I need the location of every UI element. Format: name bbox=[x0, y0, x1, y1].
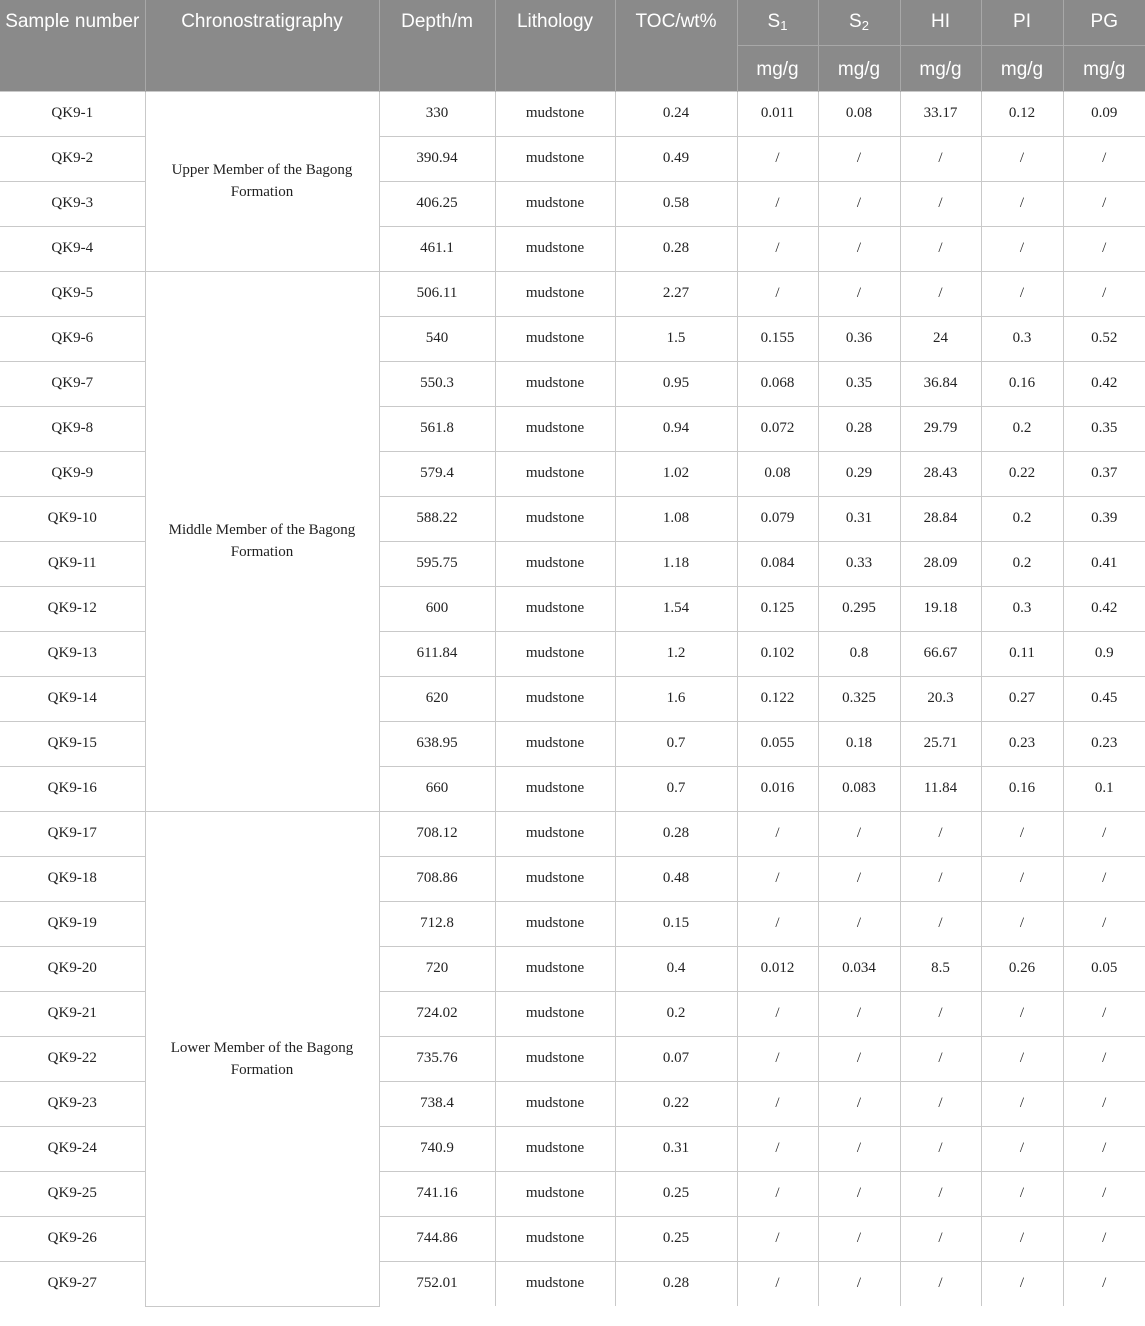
s2-cell: / bbox=[818, 1126, 900, 1171]
unit-header-pi: mg/g bbox=[981, 45, 1063, 91]
chronostratigraphy-cell: Middle Member of the Bagong Formation bbox=[145, 271, 379, 811]
unit-header-s1: mg/g bbox=[737, 45, 818, 91]
lithology-cell: mudstone bbox=[495, 181, 615, 226]
s2-cell: 0.35 bbox=[818, 361, 900, 406]
toc-cell: 0.31 bbox=[615, 1126, 737, 1171]
s1-cell: 0.055 bbox=[737, 721, 818, 766]
pi-cell: 0.3 bbox=[981, 586, 1063, 631]
depth-cell: 390.94 bbox=[379, 136, 495, 181]
hi-cell: 24 bbox=[900, 316, 981, 361]
lithology-cell: mudstone bbox=[495, 946, 615, 991]
s2-cell: 0.33 bbox=[818, 541, 900, 586]
s2-cell: 0.034 bbox=[818, 946, 900, 991]
s1-cell: / bbox=[737, 1126, 818, 1171]
depth-cell: 600 bbox=[379, 586, 495, 631]
unit-header-pg: mg/g bbox=[1063, 45, 1145, 91]
hi-cell: / bbox=[900, 226, 981, 271]
table-row bbox=[0, 811, 1145, 856]
sample-number-cell: QK9-1 bbox=[0, 91, 145, 136]
chronostratigraphy-cell: Lower Member of the Bagong Formation bbox=[145, 811, 379, 1306]
s2-cell: / bbox=[818, 1036, 900, 1081]
pi-cell: 0.11 bbox=[981, 631, 1063, 676]
s2-cell: 0.295 bbox=[818, 586, 900, 631]
toc-cell: 0.2 bbox=[615, 991, 737, 1036]
toc-cell: 0.25 bbox=[615, 1216, 737, 1261]
sample-number-cell: QK9-14 bbox=[0, 676, 145, 721]
depth-cell: 406.25 bbox=[379, 181, 495, 226]
depth-cell: 708.12 bbox=[379, 811, 495, 856]
depth-cell: 611.84 bbox=[379, 631, 495, 676]
s2-cell: 0.31 bbox=[818, 496, 900, 541]
s1-cell: 0.122 bbox=[737, 676, 818, 721]
lithology-cell: mudstone bbox=[495, 901, 615, 946]
pi-cell: / bbox=[981, 226, 1063, 271]
depth-cell: 724.02 bbox=[379, 991, 495, 1036]
hi-cell: / bbox=[900, 1261, 981, 1306]
toc-cell: 0.22 bbox=[615, 1081, 737, 1126]
toc-cell: 0.28 bbox=[615, 811, 737, 856]
s1-cell: / bbox=[737, 1171, 818, 1216]
sample-number-cell: QK9-17 bbox=[0, 811, 145, 856]
s2-cell: / bbox=[818, 901, 900, 946]
hi-cell: 28.84 bbox=[900, 496, 981, 541]
s1-label: S bbox=[767, 11, 781, 32]
hi-cell: / bbox=[900, 1216, 981, 1261]
lithology-cell: mudstone bbox=[495, 1171, 615, 1216]
pg-cell: / bbox=[1063, 271, 1145, 316]
col-header-lithology: Lithology bbox=[495, 0, 615, 91]
s2-cell: 0.29 bbox=[818, 451, 900, 496]
depth-cell: 595.75 bbox=[379, 541, 495, 586]
sample-number-cell: QK9-18 bbox=[0, 856, 145, 901]
sample-number-cell: QK9-7 bbox=[0, 361, 145, 406]
sample-number-cell: QK9-22 bbox=[0, 1036, 145, 1081]
s2-cell: 0.8 bbox=[818, 631, 900, 676]
s2-cell: 0.083 bbox=[818, 766, 900, 811]
pg-cell: 0.05 bbox=[1063, 946, 1145, 991]
sample-number-cell: QK9-15 bbox=[0, 721, 145, 766]
depth-cell: 506.11 bbox=[379, 271, 495, 316]
col-header-toc: TOC/wt% bbox=[615, 0, 737, 91]
sample-number-cell: QK9-25 bbox=[0, 1171, 145, 1216]
pg-cell: / bbox=[1063, 136, 1145, 181]
toc-cell: 0.4 bbox=[615, 946, 737, 991]
s2-cell: / bbox=[818, 1216, 900, 1261]
sample-number-cell: QK9-4 bbox=[0, 226, 145, 271]
pi-cell: 0.3 bbox=[981, 316, 1063, 361]
s2-cell: 0.36 bbox=[818, 316, 900, 361]
col-header-s2 bbox=[818, 0, 900, 45]
hi-cell: / bbox=[900, 1036, 981, 1081]
s2-cell: / bbox=[818, 991, 900, 1036]
depth-cell: 752.01 bbox=[379, 1261, 495, 1306]
pi-cell: / bbox=[981, 901, 1063, 946]
pi-cell: / bbox=[981, 181, 1063, 226]
pg-cell: 0.9 bbox=[1063, 631, 1145, 676]
lithology-cell: mudstone bbox=[495, 361, 615, 406]
sample-number-cell: QK9-26 bbox=[0, 1216, 145, 1261]
pi-cell: 0.23 bbox=[981, 721, 1063, 766]
hi-cell: / bbox=[900, 991, 981, 1036]
sample-number-cell: QK9-23 bbox=[0, 1081, 145, 1126]
depth-cell: 579.4 bbox=[379, 451, 495, 496]
lithology-cell: mudstone bbox=[495, 451, 615, 496]
sample-number-cell: QK9-24 bbox=[0, 1126, 145, 1171]
s1-cell: / bbox=[737, 181, 818, 226]
pg-cell: 0.23 bbox=[1063, 721, 1145, 766]
depth-cell: 740.9 bbox=[379, 1126, 495, 1171]
pi-cell: 0.2 bbox=[981, 406, 1063, 451]
pg-cell: 0.35 bbox=[1063, 406, 1145, 451]
depth-cell: 744.86 bbox=[379, 1216, 495, 1261]
pi-cell: / bbox=[981, 856, 1063, 901]
pg-cell: / bbox=[1063, 1261, 1145, 1306]
lithology-cell: mudstone bbox=[495, 91, 615, 136]
s1-cell: 0.068 bbox=[737, 361, 818, 406]
lithology-cell: mudstone bbox=[495, 541, 615, 586]
hi-cell: / bbox=[900, 811, 981, 856]
pg-cell: 0.41 bbox=[1063, 541, 1145, 586]
lithology-cell: mudstone bbox=[495, 271, 615, 316]
lithology-cell: mudstone bbox=[495, 1261, 615, 1306]
pi-cell: / bbox=[981, 136, 1063, 181]
sample-number-cell: QK9-5 bbox=[0, 271, 145, 316]
toc-cell: 0.07 bbox=[615, 1036, 737, 1081]
table-row bbox=[0, 271, 1145, 316]
hi-cell: / bbox=[900, 1081, 981, 1126]
pi-cell: / bbox=[981, 1261, 1063, 1306]
hi-cell: 11.84 bbox=[900, 766, 981, 811]
hi-cell: / bbox=[900, 271, 981, 316]
pg-cell: / bbox=[1063, 226, 1145, 271]
lithology-cell: mudstone bbox=[495, 406, 615, 451]
table-header bbox=[0, 0, 1145, 91]
s1-cell: / bbox=[737, 136, 818, 181]
toc-cell: 0.94 bbox=[615, 406, 737, 451]
sample-number-cell: QK9-13 bbox=[0, 631, 145, 676]
lithology-cell: mudstone bbox=[495, 766, 615, 811]
toc-cell: 1.2 bbox=[615, 631, 737, 676]
lithology-cell: mudstone bbox=[495, 991, 615, 1036]
lithology-cell: mudstone bbox=[495, 811, 615, 856]
s2-cell: / bbox=[818, 1081, 900, 1126]
hi-cell: / bbox=[900, 901, 981, 946]
pg-cell: / bbox=[1063, 811, 1145, 856]
depth-cell: 741.16 bbox=[379, 1171, 495, 1216]
depth-cell: 588.22 bbox=[379, 496, 495, 541]
s2-cell: 0.325 bbox=[818, 676, 900, 721]
pi-cell: / bbox=[981, 271, 1063, 316]
pi-cell: 0.2 bbox=[981, 496, 1063, 541]
pg-cell: / bbox=[1063, 1171, 1145, 1216]
pg-cell: 0.37 bbox=[1063, 451, 1145, 496]
pg-cell: / bbox=[1063, 1126, 1145, 1171]
sample-number-cell: QK9-11 bbox=[0, 541, 145, 586]
s1-cell: 0.012 bbox=[737, 946, 818, 991]
header-row-names bbox=[0, 0, 1145, 45]
pi-cell: / bbox=[981, 1126, 1063, 1171]
pi-cell: / bbox=[981, 1216, 1063, 1261]
s1-cell: / bbox=[737, 271, 818, 316]
depth-cell: 708.86 bbox=[379, 856, 495, 901]
pg-cell: / bbox=[1063, 1216, 1145, 1261]
pg-cell: / bbox=[1063, 901, 1145, 946]
hi-cell: 28.09 bbox=[900, 541, 981, 586]
pg-cell: 0.45 bbox=[1063, 676, 1145, 721]
s1-cell: / bbox=[737, 1216, 818, 1261]
lithology-cell: mudstone bbox=[495, 1216, 615, 1261]
depth-cell: 330 bbox=[379, 91, 495, 136]
pi-cell: / bbox=[981, 1036, 1063, 1081]
s2-cell: / bbox=[818, 856, 900, 901]
pi-cell: 0.26 bbox=[981, 946, 1063, 991]
pi-cell: 0.2 bbox=[981, 541, 1063, 586]
pg-cell: / bbox=[1063, 1081, 1145, 1126]
col-header-hi: HI bbox=[900, 0, 981, 45]
pg-cell: 0.42 bbox=[1063, 361, 1145, 406]
pg-cell: 0.39 bbox=[1063, 496, 1145, 541]
s2-cell: 0.08 bbox=[818, 91, 900, 136]
col-header-s1 bbox=[737, 0, 818, 45]
s2-cell: 0.28 bbox=[818, 406, 900, 451]
unit-header-hi: mg/g bbox=[900, 45, 981, 91]
s2-cell: / bbox=[818, 271, 900, 316]
hi-cell: / bbox=[900, 1126, 981, 1171]
pg-cell: 0.52 bbox=[1063, 316, 1145, 361]
sample-number-cell: QK9-2 bbox=[0, 136, 145, 181]
toc-cell: 0.28 bbox=[615, 1261, 737, 1306]
lithology-cell: mudstone bbox=[495, 676, 615, 721]
depth-cell: 738.4 bbox=[379, 1081, 495, 1126]
pi-cell: 0.16 bbox=[981, 766, 1063, 811]
col-header-chronostratigraphy: Chronostratigraphy bbox=[145, 0, 379, 91]
toc-cell: 1.54 bbox=[615, 586, 737, 631]
pi-cell: 0.22 bbox=[981, 451, 1063, 496]
hi-cell: 19.18 bbox=[900, 586, 981, 631]
sample-number-cell: QK9-3 bbox=[0, 181, 145, 226]
toc-cell: 2.27 bbox=[615, 271, 737, 316]
depth-cell: 660 bbox=[379, 766, 495, 811]
depth-cell: 735.76 bbox=[379, 1036, 495, 1081]
sample-number-cell: QK9-27 bbox=[0, 1261, 145, 1306]
hi-cell: / bbox=[900, 1171, 981, 1216]
depth-cell: 712.8 bbox=[379, 901, 495, 946]
s2-subscript: 2 bbox=[861, 18, 869, 33]
col-header-pg: PG bbox=[1063, 0, 1145, 45]
s1-cell: 0.011 bbox=[737, 91, 818, 136]
s1-subscript: 1 bbox=[780, 18, 788, 33]
pg-cell: 0.09 bbox=[1063, 91, 1145, 136]
lithology-cell: mudstone bbox=[495, 1036, 615, 1081]
s1-cell: / bbox=[737, 1036, 818, 1081]
sample-number-cell: QK9-9 bbox=[0, 451, 145, 496]
toc-cell: 1.5 bbox=[615, 316, 737, 361]
toc-cell: 0.28 bbox=[615, 226, 737, 271]
lithology-cell: mudstone bbox=[495, 721, 615, 766]
s2-cell: / bbox=[818, 1261, 900, 1306]
sample-number-cell: QK9-6 bbox=[0, 316, 145, 361]
s2-cell: / bbox=[818, 136, 900, 181]
s1-cell: 0.155 bbox=[737, 316, 818, 361]
pi-cell: / bbox=[981, 991, 1063, 1036]
pg-cell: 0.42 bbox=[1063, 586, 1145, 631]
col-header-sample-number: Sample number bbox=[0, 0, 145, 91]
depth-cell: 720 bbox=[379, 946, 495, 991]
sample-number-cell: QK9-12 bbox=[0, 586, 145, 631]
s1-cell: / bbox=[737, 901, 818, 946]
s1-cell: / bbox=[737, 856, 818, 901]
s2-cell: / bbox=[818, 811, 900, 856]
pi-cell: / bbox=[981, 1171, 1063, 1216]
hi-cell: 28.43 bbox=[900, 451, 981, 496]
hi-cell: 33.17 bbox=[900, 91, 981, 136]
lithology-cell: mudstone bbox=[495, 1126, 615, 1171]
toc-cell: 1.6 bbox=[615, 676, 737, 721]
toc-cell: 1.02 bbox=[615, 451, 737, 496]
hi-cell: 8.5 bbox=[900, 946, 981, 991]
pi-cell: 0.12 bbox=[981, 91, 1063, 136]
lithology-cell: mudstone bbox=[495, 586, 615, 631]
s2-label: S bbox=[849, 11, 862, 32]
pi-cell: 0.16 bbox=[981, 361, 1063, 406]
hi-cell: / bbox=[900, 181, 981, 226]
s1-cell: / bbox=[737, 226, 818, 271]
depth-cell: 550.3 bbox=[379, 361, 495, 406]
s1-cell: 0.08 bbox=[737, 451, 818, 496]
s1-cell: / bbox=[737, 1261, 818, 1306]
toc-cell: 0.7 bbox=[615, 766, 737, 811]
hi-cell: 66.67 bbox=[900, 631, 981, 676]
pi-cell: 0.27 bbox=[981, 676, 1063, 721]
lithology-cell: mudstone bbox=[495, 316, 615, 361]
pi-cell: / bbox=[981, 811, 1063, 856]
s2-cell: / bbox=[818, 1171, 900, 1216]
hi-cell: 25.71 bbox=[900, 721, 981, 766]
sample-number-cell: QK9-10 bbox=[0, 496, 145, 541]
toc-cell: 0.7 bbox=[615, 721, 737, 766]
pi-cell: / bbox=[981, 1081, 1063, 1126]
s2-cell: 0.18 bbox=[818, 721, 900, 766]
hi-cell: 29.79 bbox=[900, 406, 981, 451]
chronostratigraphy-cell: Upper Member of the Bagong Formation bbox=[145, 91, 379, 271]
sample-number-cell: QK9-20 bbox=[0, 946, 145, 991]
lithology-cell: mudstone bbox=[495, 136, 615, 181]
lithology-cell: mudstone bbox=[495, 631, 615, 676]
pg-cell: / bbox=[1063, 991, 1145, 1036]
s1-cell: 0.016 bbox=[737, 766, 818, 811]
s1-cell: 0.084 bbox=[737, 541, 818, 586]
lithology-cell: mudstone bbox=[495, 226, 615, 271]
lithology-cell: mudstone bbox=[495, 1081, 615, 1126]
toc-cell: 0.48 bbox=[615, 856, 737, 901]
depth-cell: 620 bbox=[379, 676, 495, 721]
depth-cell: 638.95 bbox=[379, 721, 495, 766]
sample-number-cell: QK9-16 bbox=[0, 766, 145, 811]
hi-cell: / bbox=[900, 136, 981, 181]
s1-cell: 0.125 bbox=[737, 586, 818, 631]
s1-cell: 0.079 bbox=[737, 496, 818, 541]
unit-header-s2: mg/g bbox=[818, 45, 900, 91]
pg-cell: / bbox=[1063, 181, 1145, 226]
hi-cell: 36.84 bbox=[900, 361, 981, 406]
lithology-cell: mudstone bbox=[495, 496, 615, 541]
toc-cell: 1.18 bbox=[615, 541, 737, 586]
toc-cell: 0.25 bbox=[615, 1171, 737, 1216]
depth-cell: 561.8 bbox=[379, 406, 495, 451]
hi-cell: / bbox=[900, 856, 981, 901]
table-row bbox=[0, 91, 1145, 136]
s1-cell: 0.102 bbox=[737, 631, 818, 676]
s2-cell: / bbox=[818, 226, 900, 271]
s1-cell: / bbox=[737, 811, 818, 856]
pg-cell: 0.1 bbox=[1063, 766, 1145, 811]
table-body bbox=[0, 91, 1145, 1306]
hi-cell: 20.3 bbox=[900, 676, 981, 721]
s2-cell: / bbox=[818, 181, 900, 226]
pg-cell: / bbox=[1063, 1036, 1145, 1081]
s1-cell: 0.072 bbox=[737, 406, 818, 451]
toc-cell: 0.24 bbox=[615, 91, 737, 136]
depth-cell: 461.1 bbox=[379, 226, 495, 271]
col-header-pi: PI bbox=[981, 0, 1063, 45]
s1-cell: / bbox=[737, 991, 818, 1036]
lithology-cell: mudstone bbox=[495, 856, 615, 901]
col-header-depth: Depth/m bbox=[379, 0, 495, 91]
depth-cell: 540 bbox=[379, 316, 495, 361]
toc-cell: 0.49 bbox=[615, 136, 737, 181]
sample-number-cell: QK9-21 bbox=[0, 991, 145, 1036]
toc-cell: 0.15 bbox=[615, 901, 737, 946]
pg-cell: / bbox=[1063, 856, 1145, 901]
toc-cell: 0.95 bbox=[615, 361, 737, 406]
toc-cell: 1.08 bbox=[615, 496, 737, 541]
sample-number-cell: QK9-8 bbox=[0, 406, 145, 451]
sample-number-cell: QK9-19 bbox=[0, 901, 145, 946]
s1-cell: / bbox=[737, 1081, 818, 1126]
toc-cell: 0.58 bbox=[615, 181, 737, 226]
